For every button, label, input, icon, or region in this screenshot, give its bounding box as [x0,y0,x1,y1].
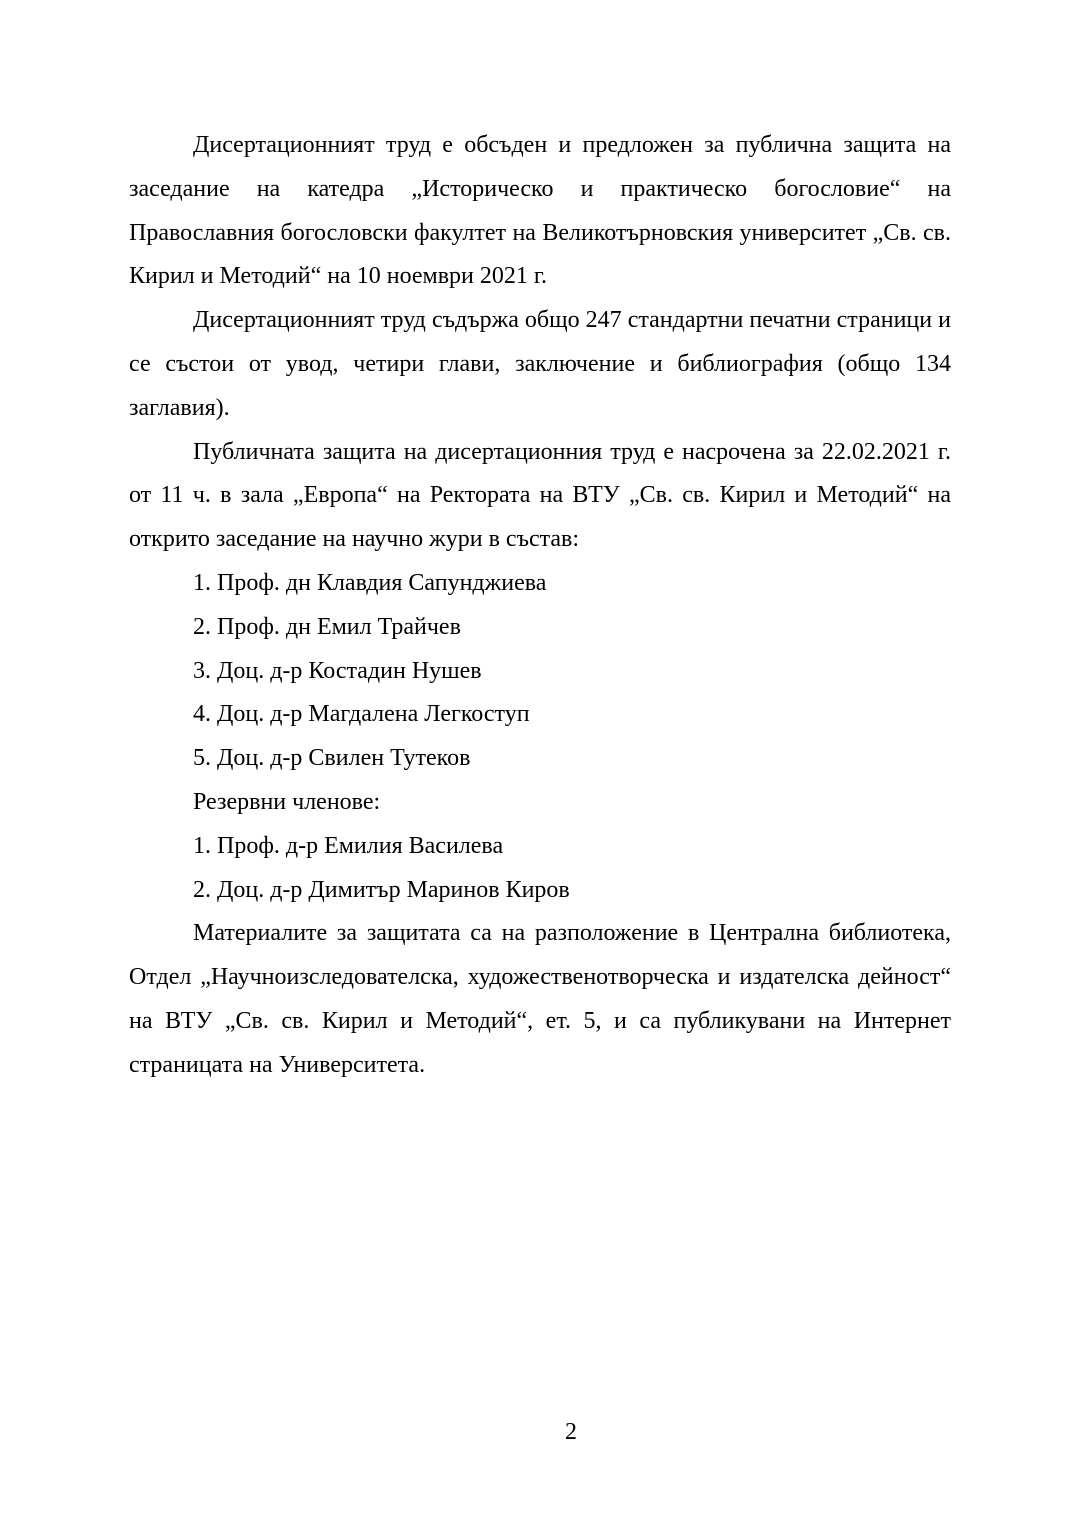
jury-member: 5. Доц. д-р Свилен Тутеков [193,745,471,772]
paragraph-materials: Материалите за защитата са на разположение в Централна библиотека, Отдел „Научноизследователска, художественотворческа и издателска дейност“ на ВТУ „Св. св. Кирил и Методий“, ет. 5, и са публикувани на Интернет страницата на Университета. [129,920,951,1078]
reserve-member: 1. Проф. д-р Емилия Василева [193,832,504,859]
paragraph-defense: Публичната защита на дисертационния труд е насрочена за 22.02.2021 г. от 11 ч. в зала „Европа“ на Ректората на ВТУ „Св. св. Кирил и Методий“ на открито заседание на научно жури в състав: [129,438,951,553]
reserve-list [129,825,951,913]
paragraph-discussion: Дисертационният труд е обсъден и предложен за публична защита на заседание на катедра „Историческо и практическо богословие“ на Православния богословски факултет на Великотърновския университет „Св. св. Кирил и Методий“ на 10 ноември 2021 г. [129,132,951,290]
paragraph-contents: Дисертационният труд съдържа общо 247 стандартни печатни страници и се състои от увод, четири глави, заключение и библиография (общо 134 заглавия). [129,307,951,421]
jury-member: 1. Проф. дн Клавдия Сапунджиева [193,569,547,596]
reserve-heading: Резервни членове: [193,788,381,815]
page-number: 2 [565,1419,577,1445]
jury-member: 2. Проф. дн Емил Трайчев [193,613,461,640]
reserve-member: 2. Доц. д-р Димитър Маринов Киров [193,876,570,903]
document-body [129,124,951,1088]
jury-list [129,562,951,781]
jury-member: 3. Доц. д-р Костадин Нушев [193,657,482,684]
jury-member: 4. Доц. д-р Магдалена Легкоступ [193,701,530,728]
